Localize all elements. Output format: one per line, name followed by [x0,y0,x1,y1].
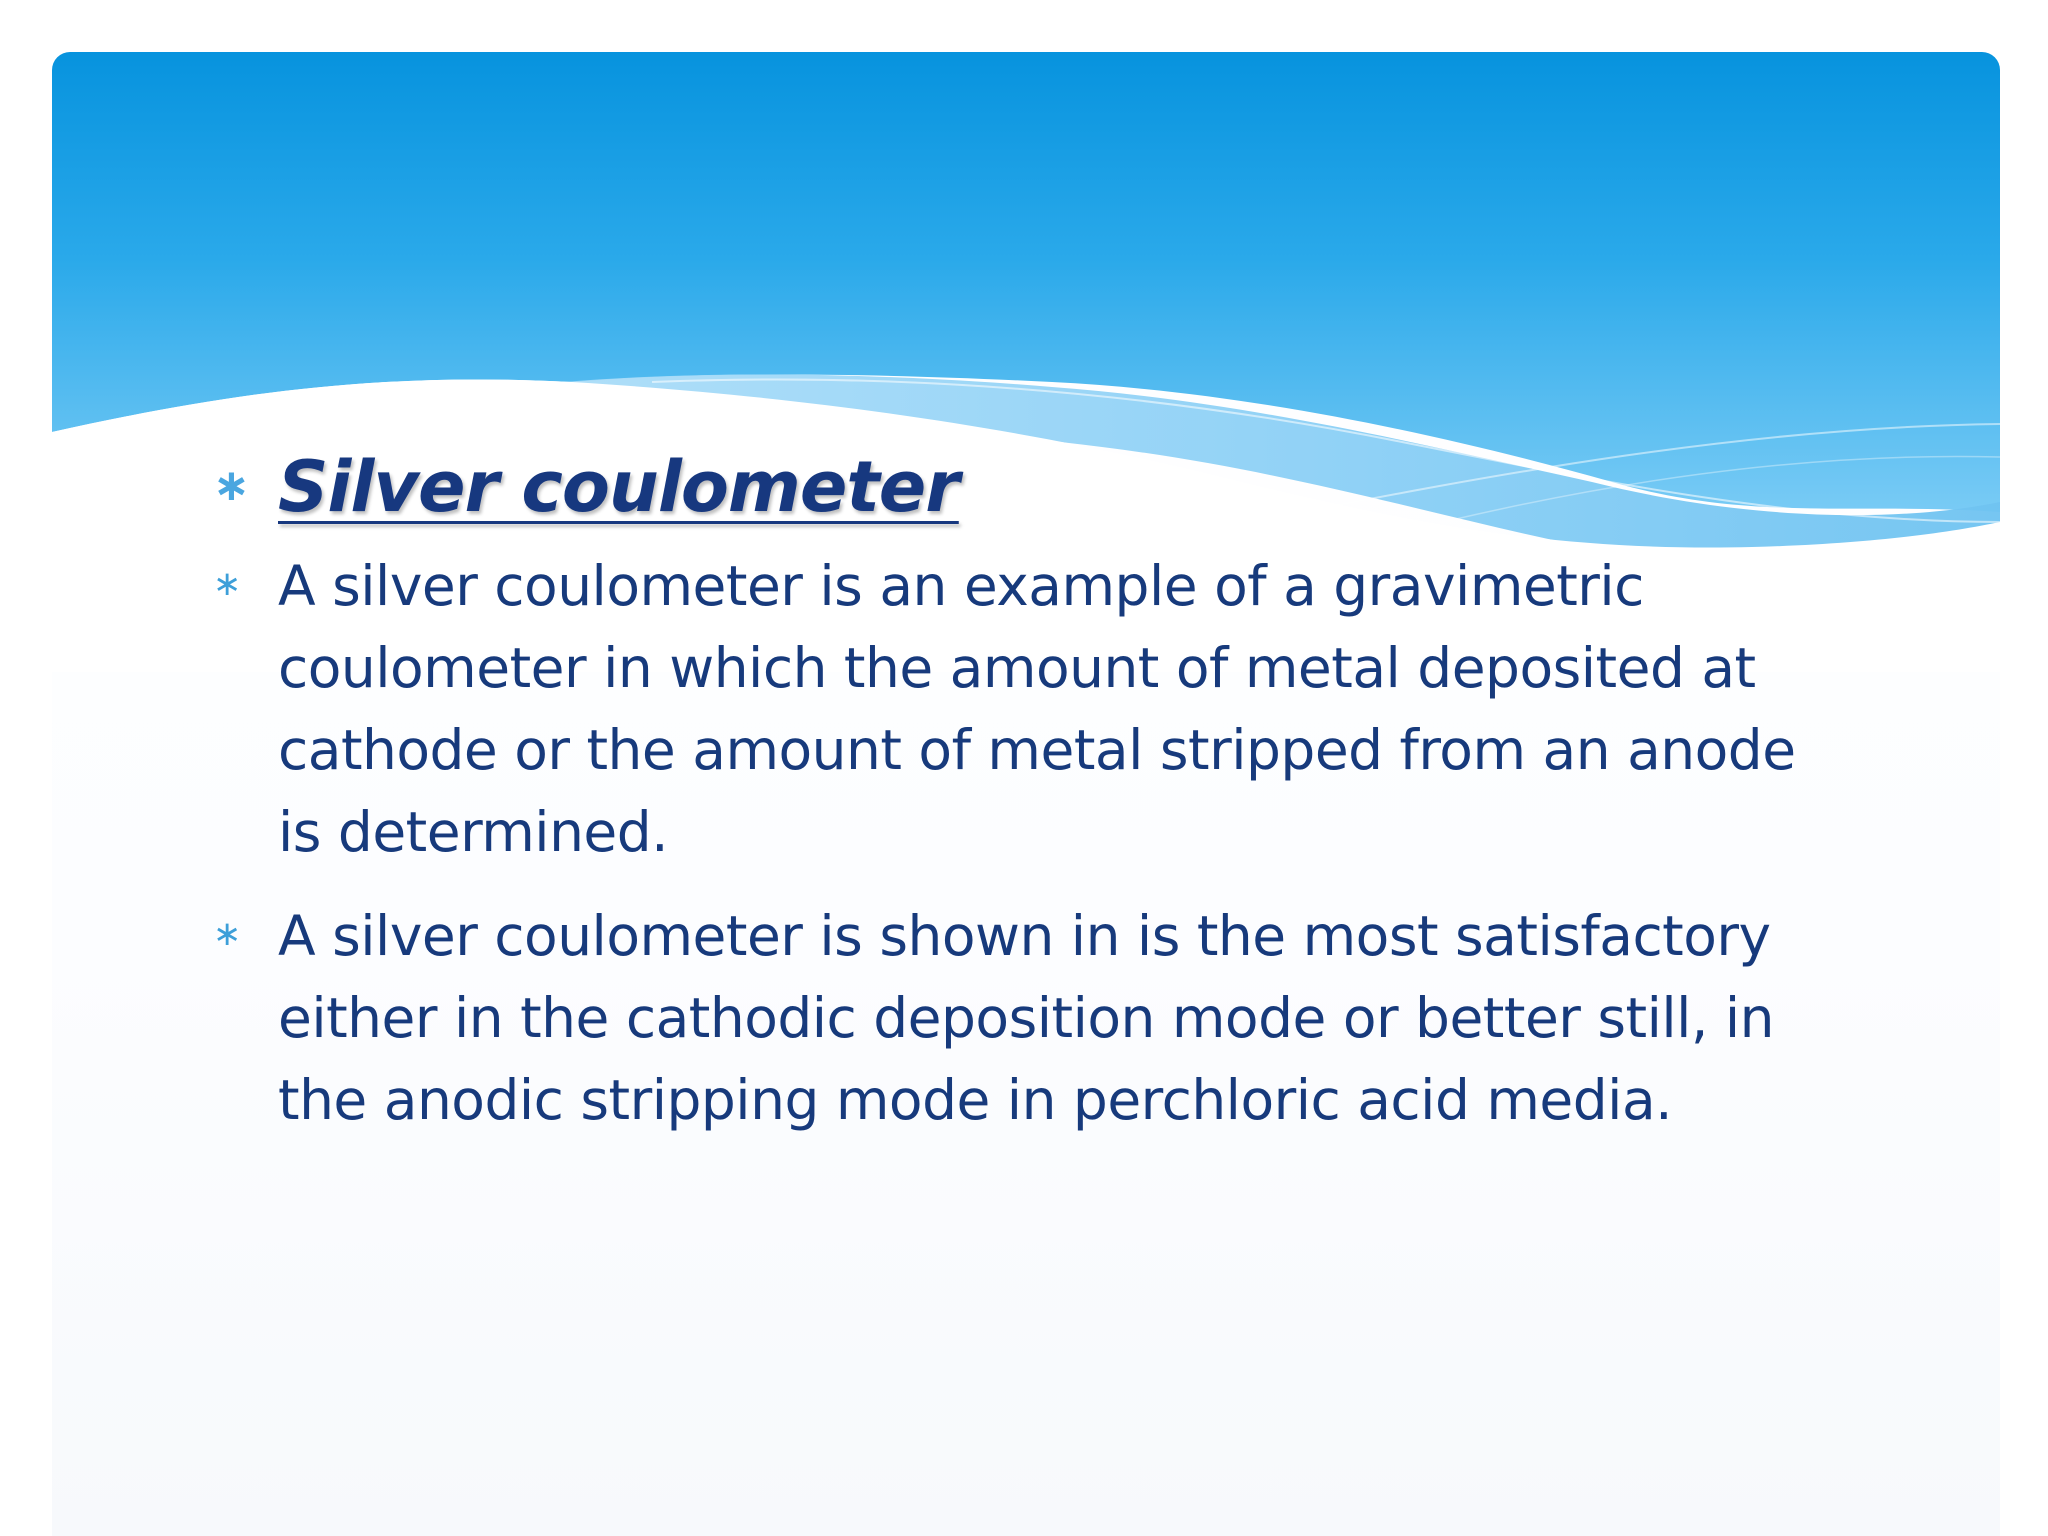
bullet-item-2 [213,895,1853,1141]
bullet-text: A silver coulometer is shown in is the most satisfactory either in the cathodic deposition mode or better still, in the anodic stripping mode in perchloric acid media. [278,903,1775,1132]
bullet-icon: ∗ [213,563,242,604]
slide-title: Silver coulometer [278,446,959,528]
slide-content [213,440,1853,1141]
title-row [213,440,1853,535]
bullet-item-1 [213,545,1853,873]
bullet-text: A silver coulometer is an example of a gravimetric coulometer in which the amount of metal deposited at cathode or the amount of metal stripped from an anode is determined. [278,553,1796,864]
bullet-icon: ∗ [213,913,242,954]
title-bullet-icon: ∗ [213,460,250,511]
